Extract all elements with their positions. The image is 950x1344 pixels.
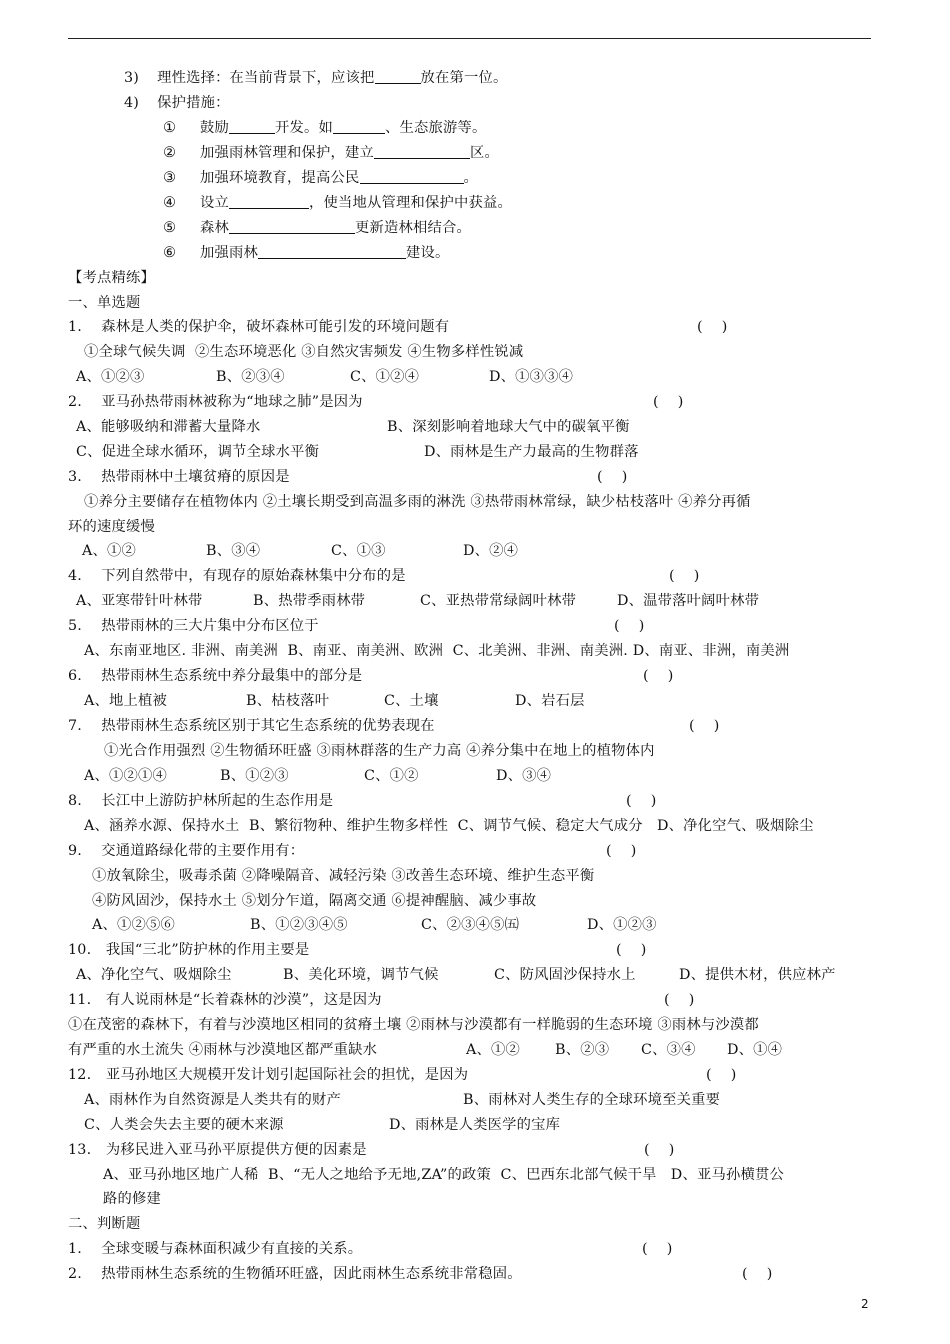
q5-options[interactable]: A、东南亚地区. 非洲、南美洲 B、南亚、南美洲、欧洲 C、北美洲、非洲、南美洲. D、南亚、非洲，南美洲	[84, 643, 790, 659]
q8-stem: 8. 长江中上游防护林所起的生态作用是	[68, 793, 334, 809]
q5-answer[interactable]: ( )	[614, 618, 645, 634]
measure-5: ⑤ 森林 更新造林相结合。	[163, 220, 472, 236]
section-title: 【考点精练】	[68, 270, 155, 286]
q1-answer[interactable]: ( )	[697, 319, 728, 335]
measure-4: ④ 设立 ，使当地从管理和保护中获益。	[163, 195, 512, 211]
q7-option-a[interactable]: A、①②①④	[84, 768, 168, 784]
q4-option-d[interactable]: D、温带落叶阔叶林带	[617, 593, 760, 609]
j1-stem: 1. 全球变暖与森林面积减少有直接的关系。	[68, 1241, 363, 1257]
q11-option-d[interactable]: D、①④	[727, 1042, 783, 1058]
q13-options-1[interactable]: A、亚马孙地区地广人稀 B、“无人之地给予无地,ZA”的政策 C、巴西东北部气候干旱 D、亚马孙横贯公	[103, 1167, 784, 1183]
fill-blank[interactable]	[374, 144, 470, 159]
q7-option-c[interactable]: C、①②	[364, 768, 419, 784]
q13-answer[interactable]: ( )	[644, 1142, 675, 1158]
q2-option-d[interactable]: D、雨林是生产力最高的生物群落	[424, 444, 639, 460]
q2-option-c[interactable]: C、促进全球水循环，调节全球水平衡	[76, 444, 320, 460]
q4-option-c[interactable]: C、亚热带常绿阔叶林带	[420, 593, 577, 609]
q11-statements-1: ①在茂密的森林下，有着与沙漠地区相同的贫瘠土壤 ②雨林与沙漠都有一样脆弱的生态环境 ③雨林与沙漠都	[68, 1017, 759, 1033]
fill-blank[interactable]	[229, 219, 355, 234]
q2-option-a[interactable]: A、能够吸纳和滞蓄大量降水	[76, 419, 261, 435]
q2-answer[interactable]: ( )	[653, 394, 684, 410]
q10-option-c[interactable]: C、防风固沙保持水上	[494, 967, 636, 983]
q7-statements: ①光合作用强烈 ②生物循环旺盛 ③雨林群落的生产力高 ④养分集中在地上的植物体内	[104, 743, 655, 759]
q6-option-a[interactable]: A、地上植被	[84, 693, 168, 709]
q9-option-a[interactable]: A、①②⑤⑥	[92, 917, 176, 933]
q3-option-c[interactable]: C、①③	[331, 543, 386, 559]
outline-item-3: 3) 理性选择：在当前背景下，应该把 放在第一位。	[124, 70, 508, 86]
q3-statements-2: 环的速度缓慢	[68, 519, 155, 535]
q4-option-a[interactable]: A、亚寒带针叶林带	[76, 593, 203, 609]
q13-options-2: 路的修建	[103, 1191, 161, 1207]
q6-option-c[interactable]: C、土壤	[384, 693, 439, 709]
q2-option-b[interactable]: B、深刻影响着地球大气中的碳氧平衡	[387, 419, 630, 435]
fill-blank[interactable]	[333, 119, 385, 134]
q1-option-c[interactable]: C、①②④	[350, 369, 420, 385]
q10-option-b[interactable]: B、美化环境，调节气候	[283, 967, 439, 983]
q13-stem: 13. 为移民进入亚马孙平原提供方便的因素是	[68, 1142, 367, 1158]
page-number: 2	[861, 1297, 869, 1311]
q5-stem: 5. 热带雨林的三大片集中分布区位于	[68, 618, 319, 634]
q11-stem: 11. 有人说雨林是“长着森林的沙漠”，这是因为	[68, 992, 382, 1008]
q6-option-b[interactable]: B、枯枝落叶	[246, 693, 330, 709]
q4-stem: 4. 下列自然带中，有现存的原始森林集中分布的是	[68, 568, 406, 584]
q11-option-c[interactable]: C、③④	[641, 1042, 696, 1058]
q1-statements: ①全球气候失调 ②生态环境恶化 ③自然灾害频发 ④生物多样性锐减	[84, 344, 524, 360]
q6-stem: 6. 热带雨林生态系统中养分最集中的部分是	[68, 668, 363, 684]
q9-answer[interactable]: ( )	[606, 843, 637, 859]
q12-stem: 12. 亚马孙地区大规模开发计划引起国际社会的担忧，是因为	[68, 1067, 469, 1083]
fill-blank[interactable]	[229, 119, 275, 134]
q12-option-c[interactable]: C、人类会失去主要的硬木来源	[84, 1117, 284, 1133]
q3-option-b[interactable]: B、③④	[206, 543, 261, 559]
q10-answer[interactable]: ( )	[616, 942, 647, 958]
q9-stem: 9. 交通道路绿化带的主要作用有：	[68, 843, 305, 859]
q11-answer[interactable]: ( )	[664, 992, 695, 1008]
q8-options[interactable]: A、涵养水源、保持水土 B、繁衍物种、维护生物多样性 C、调节气候、稳定大气成分 D、净化空气、吸烟除尘	[84, 818, 814, 834]
q6-answer[interactable]: ( )	[643, 668, 674, 684]
j2-answer[interactable]: ( )	[742, 1266, 773, 1282]
measure-3: ③ 加强环境教育，提高公民 。	[163, 170, 478, 186]
q7-option-b[interactable]: B、①②③	[220, 768, 289, 784]
q7-stem: 7. 热带雨林生态系统区别于其它生态系统的优势表现在	[68, 718, 435, 734]
outline-item-4: 4) 保护措施：	[124, 95, 230, 111]
j2-stem: 2. 热带雨林生态系统的生物循环旺盛，因此雨林生态系统非常稳固。	[68, 1266, 522, 1282]
q7-answer[interactable]: ( )	[689, 718, 720, 734]
q12-answer[interactable]: ( )	[706, 1067, 737, 1083]
j1-answer[interactable]: ( )	[642, 1241, 673, 1257]
q1-option-b[interactable]: B、②③④	[216, 369, 285, 385]
q3-answer[interactable]: ( )	[597, 469, 628, 485]
q10-stem: 10. 我国“三北”防护林的作用主要是	[68, 942, 310, 958]
q9-option-c[interactable]: C、②③④⑤㈤	[421, 917, 520, 933]
q9-statements-2: ④防风固沙，保持水土 ⑤划分乍道，隔离交通 ⑥提神醒脑、减少事故	[92, 893, 537, 909]
q9-statements-1: ①放氧除尘，吸毒杀菌 ②降噪隔音、减轻污染 ③改善生态环境、维护生态平衡	[92, 868, 595, 884]
fill-blank[interactable]	[229, 194, 309, 209]
part2-title: 二、判断题	[68, 1216, 141, 1232]
measure-1: ① 鼓励 开发。如 、生态旅游等。	[163, 120, 487, 136]
q10-option-a[interactable]: A、净化空气、吸烟除尘	[76, 967, 232, 983]
q3-option-a[interactable]: A、①②	[82, 543, 137, 559]
q7-option-d[interactable]: D、③④	[496, 768, 552, 784]
q12-option-a[interactable]: A、雨林作为自然资源是人类共有的财产	[84, 1092, 341, 1108]
q4-option-b[interactable]: B、热带季雨林带	[253, 593, 366, 609]
fill-blank[interactable]	[258, 244, 406, 259]
q10-option-d[interactable]: D、提供木材，供应林产	[679, 967, 836, 983]
q9-option-b[interactable]: B、①②③④⑤	[250, 917, 348, 933]
q12-option-b[interactable]: B、雨林对人类生存的全球环境至关重要	[463, 1092, 721, 1108]
fill-blank[interactable]	[360, 169, 464, 184]
q2-stem: 2. 亚马孙热带雨林被称为“地球之肺”是因为	[68, 394, 363, 410]
header-rule	[68, 38, 871, 39]
q9-option-d[interactable]: D、①②③	[587, 917, 657, 933]
q1-option-a[interactable]: A、①②③	[76, 369, 145, 385]
q12-option-d[interactable]: D、雨林是人类医学的宝库	[389, 1117, 561, 1133]
q11-option-b[interactable]: B、②③	[555, 1042, 610, 1058]
q3-stem: 3. 热带雨林中土壤贫瘠的原因是	[68, 469, 290, 485]
q11-statements-2: 有严重的水土流失 ④雨林与沙漠地区都严重缺水	[68, 1042, 378, 1058]
q3-statements-1: ①养分主要储存在植物体内 ②土壤长期受到高温多雨的淋洗 ③热带雨林常绿，缺少枯枝落叶 ④养分再循	[84, 494, 751, 510]
q1-option-d[interactable]: D、①③③④	[489, 369, 574, 385]
q4-answer[interactable]: ( )	[669, 568, 700, 584]
measure-2: ② 加强雨林管理和保护，建立 区。	[163, 145, 499, 161]
q8-answer[interactable]: ( )	[626, 793, 657, 809]
q11-option-a[interactable]: A、①②	[466, 1042, 521, 1058]
fill-blank[interactable]	[375, 69, 421, 84]
q1-stem: 1. 森林是人类的保护伞，破坏森林可能引发的环境问题有	[68, 319, 450, 335]
q6-option-d[interactable]: D、岩石层	[515, 693, 585, 709]
q3-option-d[interactable]: D、②④	[463, 543, 519, 559]
measure-6: ⑥ 加强雨林 建设。	[163, 245, 450, 261]
part1-title: 一、单选题	[68, 295, 141, 311]
